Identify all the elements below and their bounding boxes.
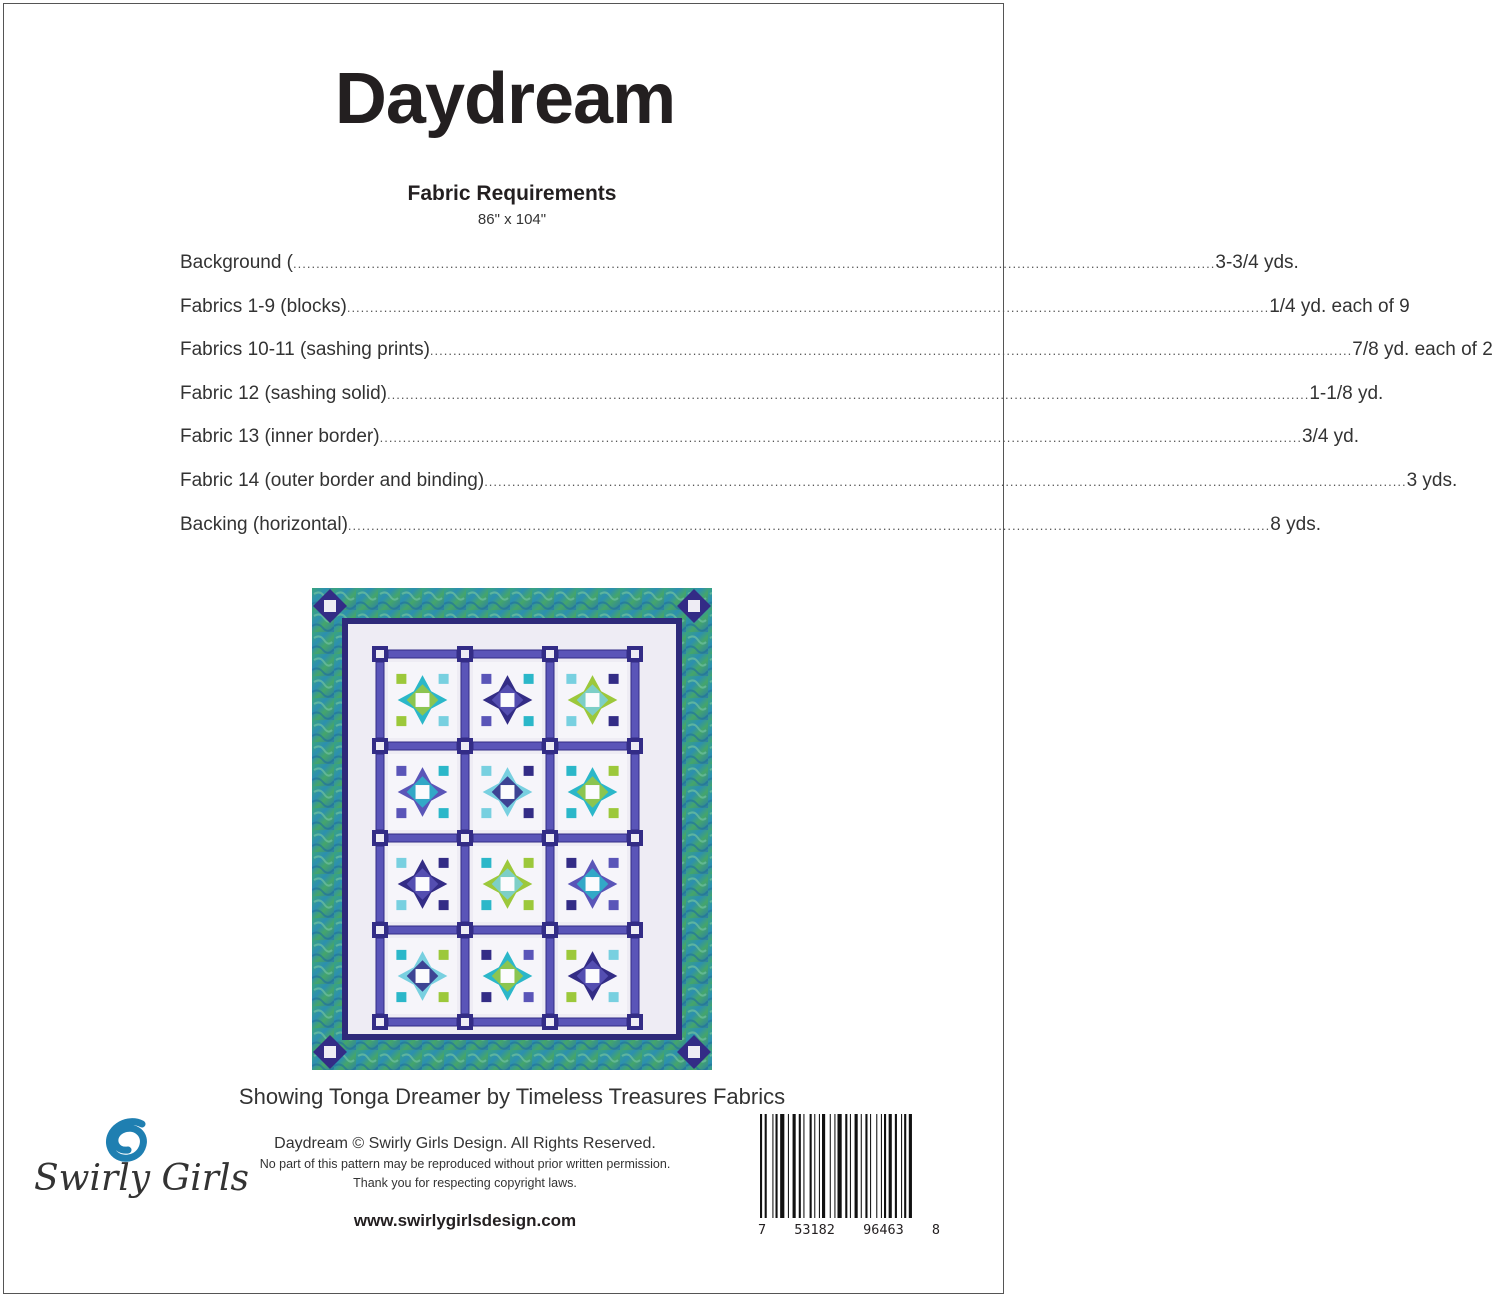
barcode-bar bbox=[772, 1114, 773, 1218]
barcode-number bbox=[758, 1222, 940, 1238]
requirement-label: Fabric 12 (sashing solid) bbox=[180, 382, 387, 404]
cornerstone-center bbox=[546, 742, 554, 750]
block-corner bbox=[566, 808, 576, 818]
block-corner bbox=[566, 716, 576, 726]
cornerstone-center bbox=[546, 650, 554, 658]
block-corner bbox=[524, 950, 534, 960]
barcode-bar bbox=[814, 1114, 815, 1218]
border-corner-center bbox=[688, 1046, 700, 1058]
barcode-bar bbox=[889, 1114, 892, 1218]
barcode-bar bbox=[855, 1114, 858, 1218]
sashing-strip bbox=[376, 846, 384, 922]
pattern-title: Daydream bbox=[334, 59, 676, 139]
fabric-requirements-list bbox=[180, 252, 1493, 557]
block-center bbox=[416, 693, 430, 707]
sashing-strip bbox=[473, 650, 542, 658]
website-link[interactable]: www.swirlygirlsdesign.com bbox=[353, 1211, 577, 1230]
block-corner bbox=[609, 674, 619, 684]
cornerstone-center bbox=[546, 926, 554, 934]
sashing-strip bbox=[461, 754, 469, 830]
border-corner-center bbox=[324, 600, 336, 612]
barcode-bar bbox=[876, 1114, 877, 1218]
barcode-bar bbox=[865, 1114, 867, 1218]
sashing-strip bbox=[473, 834, 542, 842]
barcode-bar bbox=[838, 1114, 842, 1218]
cornerstone-center bbox=[461, 742, 469, 750]
block-corner bbox=[396, 674, 406, 684]
requirement-amount: 8 yds. bbox=[1270, 513, 1321, 535]
barcode-bar bbox=[776, 1114, 778, 1218]
quilt-image bbox=[312, 588, 712, 1070]
block-corner bbox=[439, 858, 449, 868]
fabric-caption: Showing Tonga Dreamer by Timeless Treasures Fabrics bbox=[238, 1084, 786, 1109]
requirement-row bbox=[180, 295, 1410, 340]
block-corner bbox=[481, 900, 491, 910]
block-corner bbox=[481, 808, 491, 818]
block-corner bbox=[439, 992, 449, 1002]
block-corner bbox=[396, 716, 406, 726]
cornerstone-center bbox=[631, 1018, 639, 1026]
block-center bbox=[501, 877, 515, 891]
sashing-strip bbox=[473, 1018, 542, 1026]
block-corner bbox=[439, 766, 449, 776]
block-corner bbox=[481, 766, 491, 776]
sashing-strip bbox=[631, 846, 639, 922]
block-corner bbox=[524, 674, 534, 684]
block-corner bbox=[524, 900, 534, 910]
requirement-row bbox=[180, 469, 1458, 514]
barcode-bar bbox=[884, 1114, 886, 1218]
block-corner bbox=[566, 900, 576, 910]
barcode-bar bbox=[788, 1114, 789, 1218]
block-center bbox=[586, 785, 600, 799]
thanks-line: Thank you for respecting copyright laws. bbox=[353, 1176, 577, 1190]
cornerstone-center bbox=[461, 1018, 469, 1026]
block-corner bbox=[609, 808, 619, 818]
block-corner bbox=[524, 858, 534, 868]
quilt-size: 86" x 104" bbox=[477, 211, 547, 228]
block-corner bbox=[566, 992, 576, 1002]
barcode-bar bbox=[803, 1114, 804, 1218]
copyright-line: Daydream © Swirly Girls Design. All Rights Reserved. bbox=[274, 1135, 656, 1152]
sashing-strip bbox=[558, 1018, 627, 1026]
sashing-strip bbox=[388, 1018, 457, 1026]
cornerstone-center bbox=[376, 742, 384, 750]
block-corner bbox=[609, 766, 619, 776]
sashing-strip bbox=[388, 926, 457, 934]
block-center bbox=[416, 969, 430, 983]
requirement-row bbox=[180, 382, 1384, 427]
block-center bbox=[501, 969, 515, 983]
requirement-amount: 7/8 yd. each of 2 bbox=[1352, 339, 1493, 361]
barcode-bar bbox=[850, 1114, 851, 1218]
leader-dots: ........................................................................................................................................................................................................ bbox=[379, 430, 1302, 446]
barcode-bar bbox=[793, 1114, 796, 1218]
cornerstone-center bbox=[376, 926, 384, 934]
sashing-strip bbox=[388, 650, 457, 658]
leader-dots: ........................................................................................................................................................................................................ bbox=[386, 386, 1310, 402]
requirements-heading: Fabric Requirements bbox=[407, 182, 617, 205]
leader-dots: ........................................................................................................................................................................................................ bbox=[346, 299, 1270, 315]
requirement-amount: 3-3/4 yds. bbox=[1215, 252, 1299, 273]
sashing-strip bbox=[388, 742, 457, 750]
requirement-row bbox=[180, 252, 1299, 296]
permission-line: No part of this pattern may be reproduced without prior written permission. bbox=[259, 1157, 671, 1171]
block-corner bbox=[566, 674, 576, 684]
block-corner bbox=[524, 808, 534, 818]
barcode-bar bbox=[830, 1114, 831, 1218]
block-corner bbox=[524, 716, 534, 726]
block-center bbox=[586, 969, 600, 983]
border-corner-center bbox=[688, 600, 700, 612]
sashing-strip bbox=[376, 662, 384, 738]
border-corner-center bbox=[324, 1046, 336, 1058]
block-corner bbox=[481, 674, 491, 684]
sashing-strip bbox=[376, 938, 384, 1014]
barcode-digit-group: 8 bbox=[931, 1222, 940, 1238]
block-corner bbox=[609, 900, 619, 910]
barcode-bar bbox=[861, 1114, 862, 1218]
sashing-strip bbox=[546, 938, 554, 1014]
barcode-bar bbox=[845, 1114, 847, 1218]
sashing-strip bbox=[461, 846, 469, 922]
block-corner bbox=[396, 858, 406, 868]
block-corner bbox=[609, 858, 619, 868]
cornerstone-center bbox=[631, 926, 639, 934]
sashing-strip bbox=[558, 742, 627, 750]
sashing-strip bbox=[631, 754, 639, 830]
block-corner bbox=[396, 900, 406, 910]
sashing-strip bbox=[376, 754, 384, 830]
sashing-strip bbox=[558, 926, 627, 934]
barcode-bar bbox=[881, 1114, 882, 1218]
requirement-amount: 1/4 yd. each of 9 bbox=[1269, 295, 1410, 317]
block-corner bbox=[396, 950, 406, 960]
block-corner bbox=[439, 716, 449, 726]
block-corner bbox=[609, 950, 619, 960]
cornerstone-center bbox=[631, 834, 639, 842]
block-corner bbox=[566, 950, 576, 960]
requirement-amount: 3/4 yd. bbox=[1301, 426, 1360, 448]
block-center bbox=[586, 693, 600, 707]
sashing-strip bbox=[473, 926, 542, 934]
cornerstone-center bbox=[376, 1018, 384, 1026]
requirement-label: Background ( bbox=[180, 252, 294, 273]
barcode-bar bbox=[819, 1114, 820, 1218]
requirement-label: Fabric 13 (inner border) bbox=[180, 426, 380, 448]
block-corner bbox=[439, 808, 449, 818]
block-corner bbox=[396, 992, 406, 1002]
cornerstone-center bbox=[376, 650, 384, 658]
sashing-strip bbox=[546, 662, 554, 738]
requirement-row bbox=[180, 513, 1321, 558]
requirement-label: Fabrics 1-9 (blocks) bbox=[180, 295, 347, 317]
leader-dots: ........................................................................................................................................................................................................ bbox=[484, 473, 1407, 489]
barcode-bar bbox=[895, 1114, 897, 1218]
barcode-bar bbox=[799, 1114, 801, 1218]
block-corner bbox=[439, 674, 449, 684]
sashing-strip bbox=[461, 662, 469, 738]
block-corner bbox=[481, 716, 491, 726]
requirement-amount: 1-1/8 yd. bbox=[1309, 382, 1384, 404]
block-center bbox=[416, 877, 430, 891]
brand-logo-text: Swirly Girls bbox=[34, 1158, 249, 1199]
cornerstone-center bbox=[461, 834, 469, 842]
cornerstone-center bbox=[546, 1018, 554, 1026]
sashing-strip bbox=[546, 846, 554, 922]
barcode-digit-group: 7 bbox=[758, 1222, 767, 1238]
barcode-bar bbox=[901, 1114, 902, 1218]
block-corner bbox=[524, 766, 534, 776]
copyright-block bbox=[230, 1133, 700, 1193]
block-center bbox=[416, 785, 430, 799]
sashing-strip bbox=[461, 938, 469, 1014]
block-corner bbox=[481, 950, 491, 960]
block-corner bbox=[609, 992, 619, 1002]
block-center bbox=[501, 693, 515, 707]
sashing-strip bbox=[558, 834, 627, 842]
sashing-strip bbox=[631, 662, 639, 738]
requirement-label: Fabrics 10-11 (sashing prints) bbox=[180, 339, 430, 361]
barcode-digit-group: 96463 bbox=[863, 1222, 904, 1238]
requirement-row bbox=[180, 426, 1360, 470]
barcode-icon bbox=[758, 1114, 940, 1222]
block-corner bbox=[481, 992, 491, 1002]
block-corner bbox=[439, 900, 449, 910]
requirement-label: Fabric 14 (outer border and binding) bbox=[180, 469, 485, 491]
cornerstone-center bbox=[631, 742, 639, 750]
block-corner bbox=[609, 716, 619, 726]
cornerstone-center bbox=[461, 926, 469, 934]
block-center bbox=[586, 877, 600, 891]
cornerstone-center bbox=[461, 650, 469, 658]
block-corner bbox=[566, 766, 576, 776]
requirement-amount: 3 yds. bbox=[1406, 469, 1458, 491]
sashing-strip bbox=[473, 742, 542, 750]
sashing-strip bbox=[558, 650, 627, 658]
block-corner bbox=[439, 950, 449, 960]
sashing-strip bbox=[631, 938, 639, 1014]
barcode-bar bbox=[870, 1114, 871, 1218]
leader-dots: ........................................................................................................................................................................................................ bbox=[429, 343, 1353, 359]
barcode-bar bbox=[909, 1114, 912, 1218]
barcode-digit-group: 53182 bbox=[794, 1222, 835, 1238]
barcode-bar bbox=[765, 1114, 767, 1218]
block-center bbox=[501, 785, 515, 799]
barcode-bar bbox=[780, 1114, 784, 1218]
requirement-row bbox=[180, 339, 1493, 383]
cornerstone-center bbox=[546, 834, 554, 842]
barcode-bar bbox=[810, 1114, 812, 1218]
barcode-bar bbox=[834, 1114, 835, 1218]
requirement-label: Backing (horizontal) bbox=[180, 513, 348, 535]
barcode-bar bbox=[760, 1114, 762, 1218]
block-corner bbox=[481, 858, 491, 868]
cornerstone-center bbox=[631, 650, 639, 658]
sashing-strip bbox=[388, 834, 457, 842]
cornerstone-center bbox=[376, 834, 384, 842]
leader-dots: ........................................................................................................................................................................................................ bbox=[293, 256, 1216, 271]
block-corner bbox=[396, 808, 406, 818]
block-corner bbox=[566, 858, 576, 868]
block-corner bbox=[396, 766, 406, 776]
leader-dots: ........................................................................................................................................................................................................ bbox=[347, 517, 1271, 533]
barcode-bar bbox=[904, 1114, 906, 1218]
sashing-strip bbox=[546, 754, 554, 830]
barcode-bar bbox=[822, 1114, 825, 1218]
block-corner bbox=[524, 992, 534, 1002]
